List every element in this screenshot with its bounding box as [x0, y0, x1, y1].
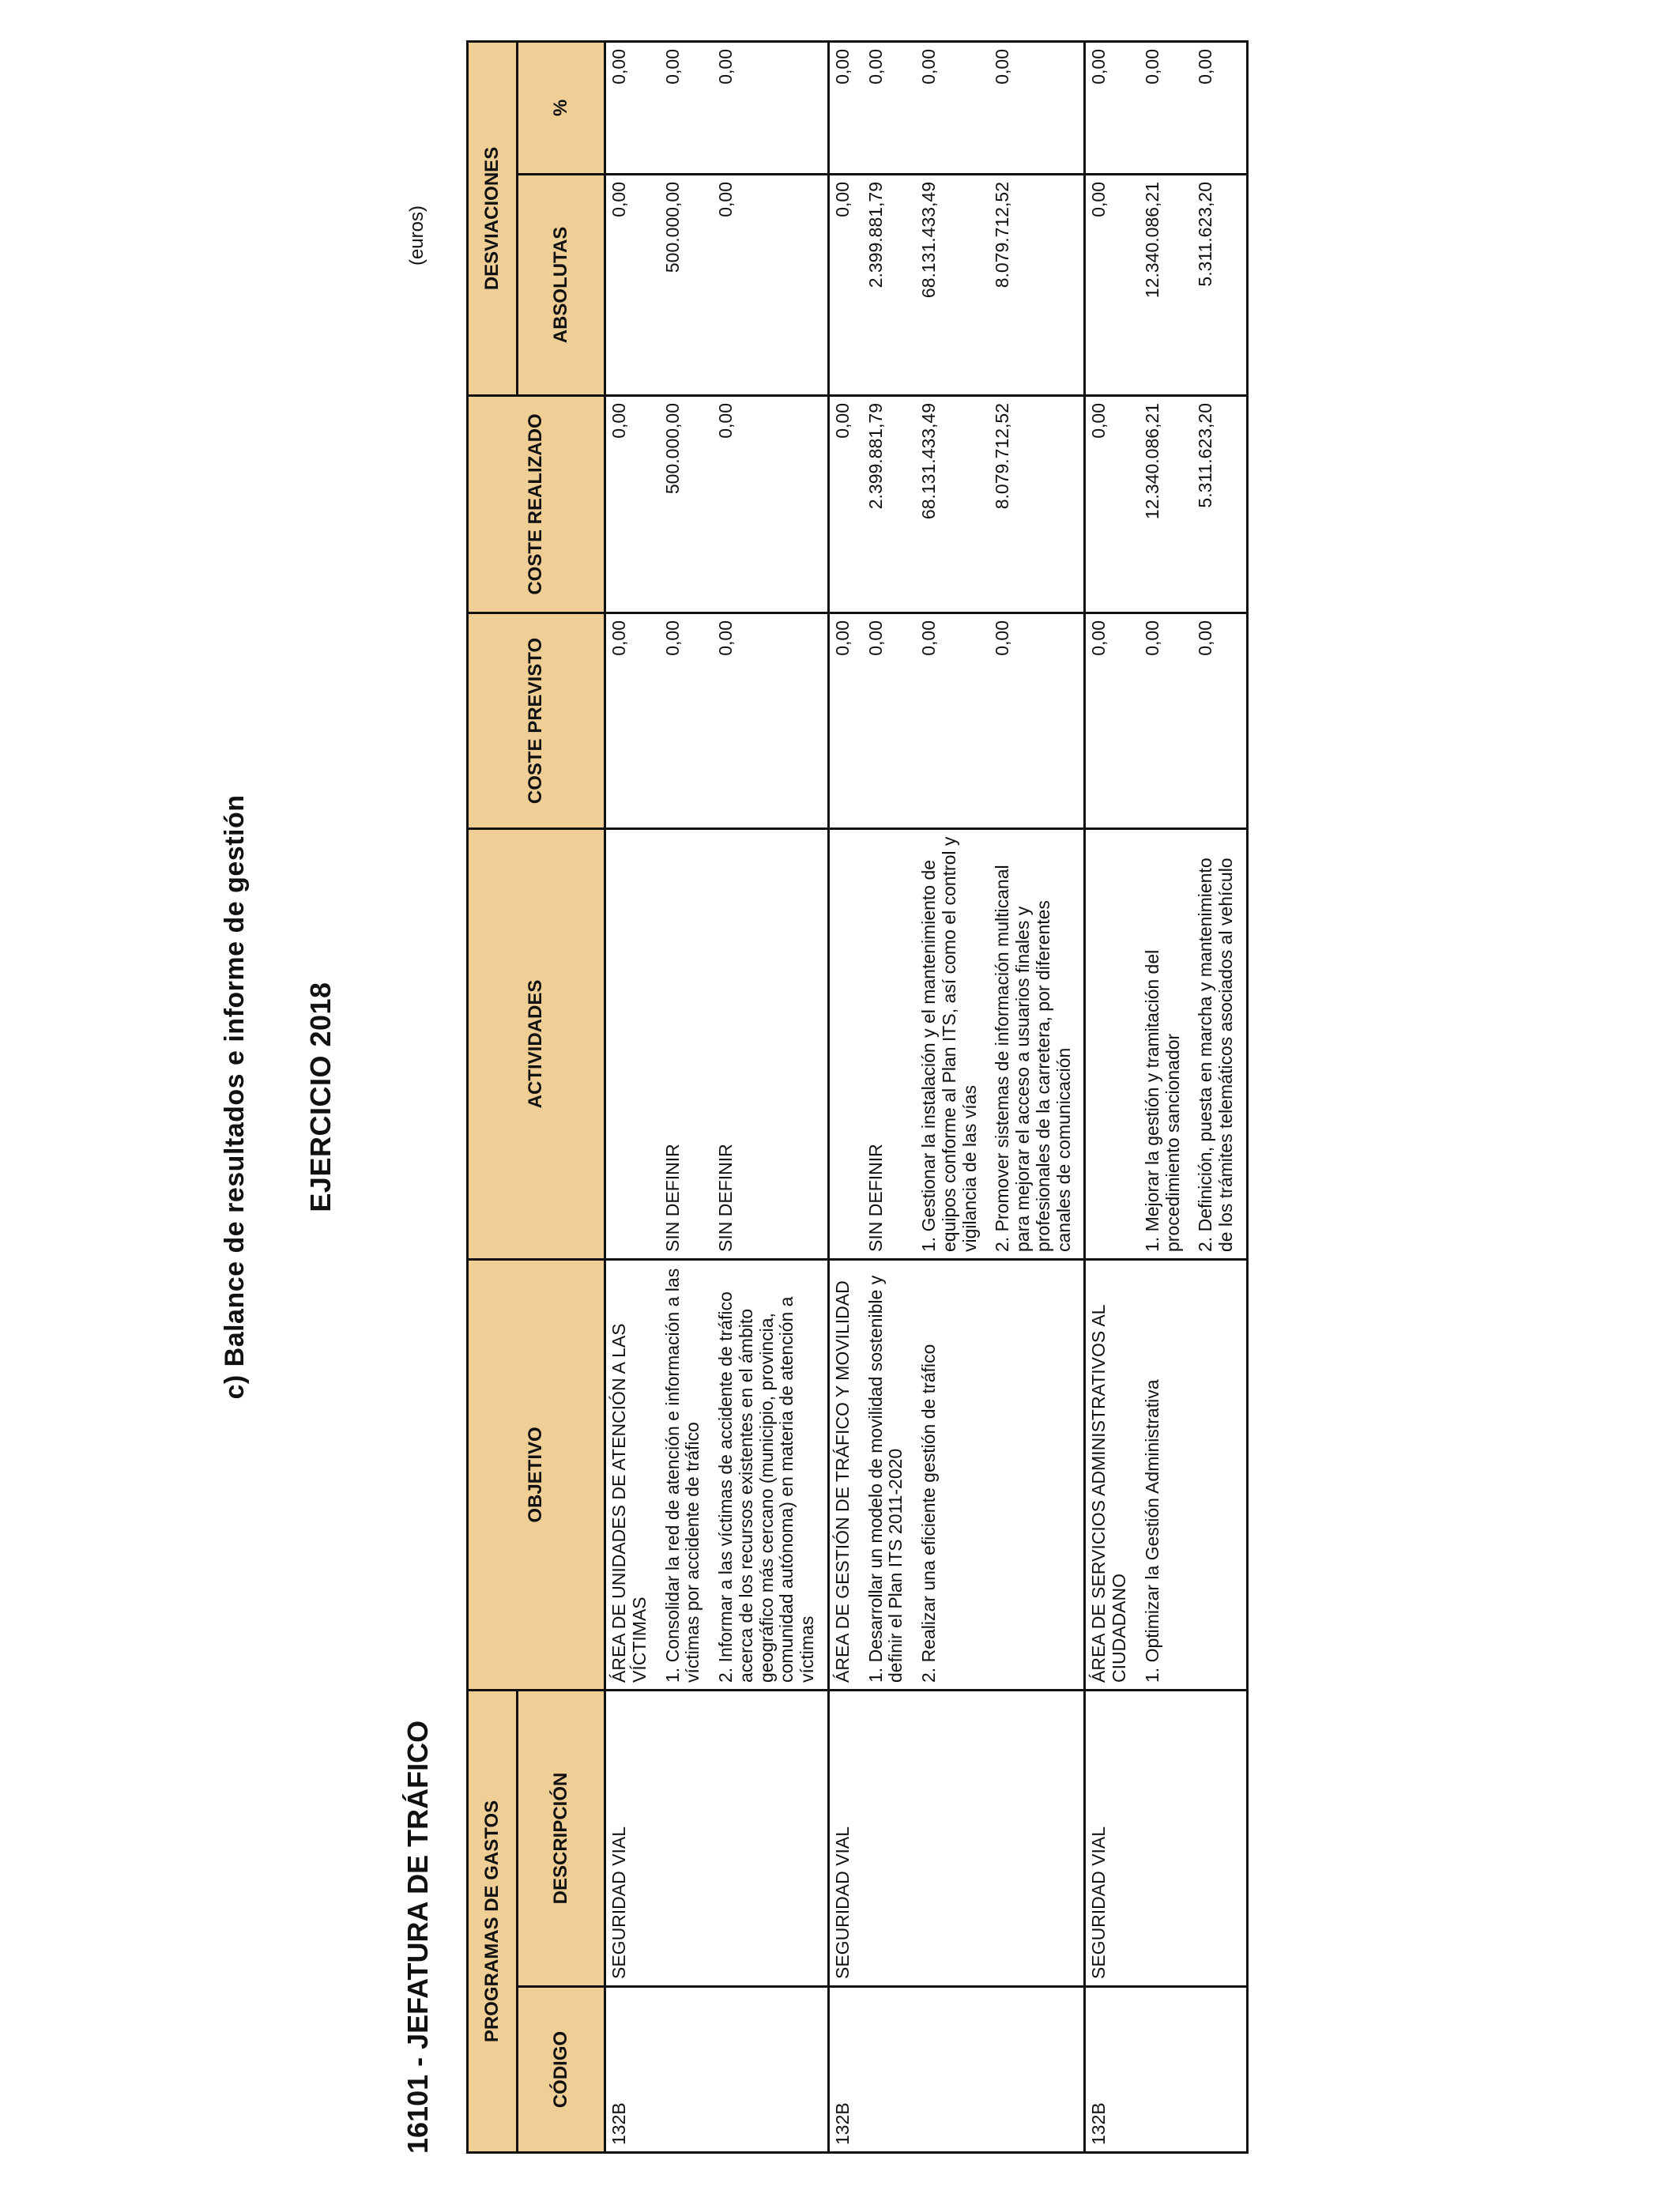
cell-descripcion: SEGURIDAD VIAL	[605, 1690, 660, 1986]
cell-porcentaje: 0,00	[660, 41, 714, 174]
cell-absolutas: 0,00	[1085, 174, 1139, 395]
table-row	[660, 41, 714, 2152]
cell-descripcion	[1139, 1690, 1193, 1986]
cell-objetivo: ÁREA DE SERVICIOS ADMINISTRATIVOS AL CIUDADANO	[1085, 1259, 1139, 1690]
cell-actividades: SIN DEFINIR	[863, 828, 917, 1259]
cell-codigo: 132B	[605, 1987, 660, 2153]
cell-absolutas: 8.079.712,52	[989, 174, 1085, 395]
cell-actividades: SIN DEFINIR	[713, 828, 828, 1259]
cell-coste-previsto: 0,00	[660, 613, 714, 828]
cell-actividades	[605, 828, 660, 1259]
cell-codigo: 132B	[1085, 1987, 1139, 2153]
cell-objetivo	[989, 1259, 1085, 1690]
cell-absolutas: 0,00	[713, 174, 828, 395]
cell-actividades: SIN DEFINIR	[660, 828, 714, 1259]
cell-descripcion	[713, 1690, 828, 1986]
cell-objetivo: 2. Realizar una eficiente gestión de tráfico	[916, 1259, 989, 1690]
cell-codigo	[660, 1987, 714, 2153]
cell-coste-previsto: 0,00	[1085, 613, 1139, 828]
cell-coste-previsto: 0,00	[989, 613, 1085, 828]
table-row	[1192, 41, 1247, 2152]
cell-coste-realizado: 68.131.433,49	[916, 395, 989, 613]
cell-codigo: 132B	[828, 1987, 862, 2153]
table-row	[863, 41, 917, 2152]
cell-coste-previsto: 0,00	[1139, 613, 1193, 828]
cell-objetivo: 2. Informar a las víctimas de accidente de tráfico acerca de los recursos existentes en el ámbito geográfico más cercano (municipio, provincia, comunidad autónoma) en materia de atención a víctimas	[713, 1259, 828, 1690]
cell-codigo	[713, 1987, 828, 2153]
cell-absolutas: 12.340.086,21	[1139, 174, 1193, 395]
cell-coste-previsto: 0,00	[1192, 613, 1247, 828]
cell-actividades: 1. Gestionar la instalación y el mantenimiento de equipos conforme al Plan ITS, así como el control y vigilancia de las vías	[916, 828, 989, 1259]
header-objetivo: OBJETIVO	[468, 1259, 605, 1690]
cell-porcentaje: 0,00	[916, 41, 989, 174]
cell-descripcion	[1192, 1690, 1247, 1986]
cell-objetivo: 1. Consolidar la red de atención e información a las víctimas por accidente de tráfico	[660, 1259, 714, 1690]
cell-absolutas: 0,00	[828, 174, 862, 395]
header-codigo: CÓDIGO	[518, 1987, 605, 2153]
cell-codigo	[1139, 1987, 1193, 2153]
cell-objetivo: 1. Optimizar la Gestión Administrativa	[1139, 1259, 1193, 1690]
cell-porcentaje: 0,00	[989, 41, 1085, 174]
cell-coste-realizado: 12.340.086,21	[1139, 395, 1193, 613]
cell-coste-realizado: 500.000,00	[660, 395, 714, 613]
cell-descripcion	[863, 1690, 917, 1986]
table-row	[828, 41, 862, 2152]
cell-descripcion	[916, 1690, 989, 1986]
cell-coste-realizado: 8.079.712,52	[989, 395, 1085, 613]
cell-absolutas: 0,00	[605, 174, 660, 395]
cell-coste-realizado: 5.311.623,20	[1192, 395, 1247, 613]
cell-codigo	[863, 1987, 917, 2153]
cell-porcentaje: 0,00	[863, 41, 917, 174]
table-row	[1139, 41, 1193, 2152]
cell-codigo	[989, 1987, 1085, 2153]
cell-porcentaje: 0,00	[713, 41, 828, 174]
report-title: c) Balance de resultados e informe de gestión	[220, 794, 250, 1400]
header-desviaciones: DESVIACIONES	[468, 41, 518, 395]
cell-porcentaje: 0,00	[605, 41, 660, 174]
cell-porcentaje: 0,00	[1192, 41, 1247, 174]
cell-actividades	[828, 828, 862, 1259]
cell-porcentaje: 0,00	[1139, 41, 1193, 174]
cell-objetivo: ÁREA DE GESTIÓN DE TRÁFICO Y MOVILIDAD	[828, 1259, 862, 1690]
cell-codigo	[916, 1987, 989, 2153]
cell-coste-realizado: 0,00	[1085, 395, 1139, 613]
table-row	[1085, 41, 1139, 2152]
table-row	[713, 41, 828, 2152]
cell-actividades: 2. Definición, puesta en marcha y mantenimiento de los trámites telemáticos asociados al vehículo	[1192, 828, 1247, 1259]
cell-actividades: 1. Mejorar la gestión y tramitación del procedimiento sancionador	[1139, 828, 1193, 1259]
cell-absolutas: 500.000,00	[660, 174, 714, 395]
cell-porcentaje: 0,00	[1085, 41, 1139, 174]
cell-absolutas: 68.131.433,49	[916, 174, 989, 395]
units-label: (euros)	[406, 205, 428, 266]
cell-codigo	[1192, 1987, 1247, 2153]
cell-objetivo: 1. Desarrollar un modelo de movilidad sostenible y definir el Plan ITS 2011-2020	[863, 1259, 917, 1690]
cell-coste-realizado: 0,00	[828, 395, 862, 613]
cell-coste-previsto: 0,00	[713, 613, 828, 828]
cell-descripcion	[989, 1690, 1085, 1986]
cell-objetivo: ÁREA DE UNIDADES DE ATENCIÓN A LAS VÍCTIMAS	[605, 1259, 660, 1690]
header-absolutas: ABSOLUTAS	[518, 174, 605, 395]
header-coste-previsto: COSTE PREVISTO	[468, 613, 605, 828]
cell-actividades	[1085, 828, 1139, 1259]
table-row	[989, 41, 1085, 2152]
header-coste-realizado: COSTE REALIZADO	[468, 395, 605, 613]
cell-coste-previsto: 0,00	[605, 613, 660, 828]
table-row	[916, 41, 989, 2152]
cell-coste-realizado: 2.399.881,79	[863, 395, 917, 613]
header-programas-gastos: PROGRAMAS DE GASTOS	[468, 1690, 518, 2152]
entity-heading: 16101 - JEFATURA DE TRÁFICO	[401, 1720, 434, 2154]
fiscal-year: EJERCICIO 2018	[304, 982, 337, 1212]
header-porcentaje: %	[518, 41, 605, 174]
cell-coste-realizado: 0,00	[605, 395, 660, 613]
cell-descripcion	[660, 1690, 714, 1986]
cell-descripcion: SEGURIDAD VIAL	[828, 1690, 862, 1986]
cell-actividades: 2. Promover sistemas de información multicanal para mejorar el acceso a usuarios finales y profesionales de la carretera, por diferentes canales de comunicación	[989, 828, 1085, 1259]
header-actividades: ACTIVIDADES	[468, 828, 605, 1259]
cell-coste-previsto: 0,00	[863, 613, 917, 828]
header-descripcion: DESCRIPCIÓN	[518, 1690, 605, 1986]
cell-coste-previsto: 0,00	[916, 613, 989, 828]
table-row	[605, 41, 660, 2152]
cell-coste-previsto: 0,00	[828, 613, 862, 828]
cell-coste-realizado: 0,00	[713, 395, 828, 613]
cell-absolutas: 2.399.881,79	[863, 174, 917, 395]
cell-descripcion: SEGURIDAD VIAL	[1085, 1690, 1139, 1986]
cell-objetivo	[1192, 1259, 1247, 1690]
cell-porcentaje: 0,00	[828, 41, 862, 174]
results-table	[466, 40, 1249, 2154]
cell-absolutas: 5.311.623,20	[1192, 174, 1247, 395]
